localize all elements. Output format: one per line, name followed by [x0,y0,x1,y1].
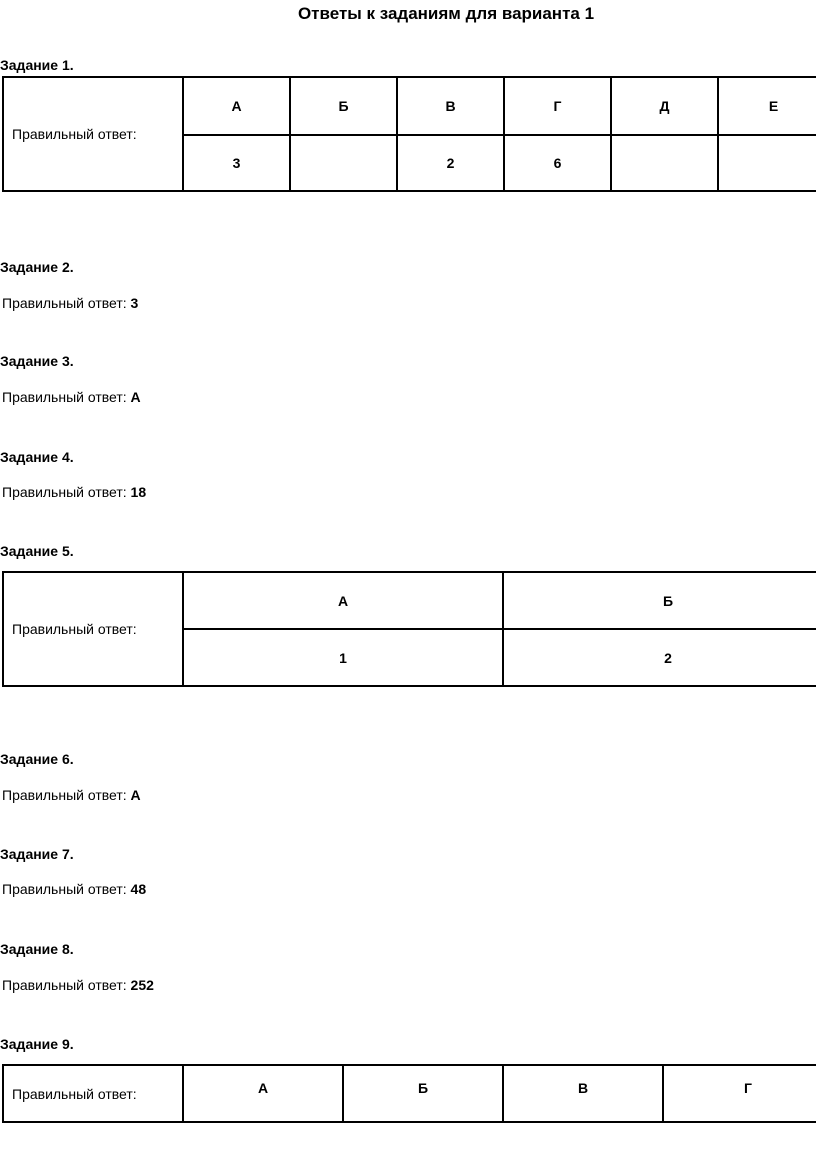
table-header-cell: А [183,1065,343,1122]
table-answer-cell [611,135,718,191]
task-1-heading: Задание 1. [0,57,74,73]
table-answer-cell [718,135,816,191]
answer-label: Правильный ответ: [2,977,131,993]
task-2-heading: Задание 2. [0,259,74,275]
table-answer-cell: 1 [183,629,503,686]
task-2-answer [2,294,138,312]
task-7-answer [2,880,146,898]
task-7-heading: Задание 7. [0,846,74,862]
task-4-heading: Задание 4. [0,449,74,465]
task-9-heading: Задание 9. [0,1036,74,1052]
answer-value: 48 [130,881,147,897]
answer-value: 3 [130,295,139,311]
table-header-cell: В [503,1065,663,1122]
task-1-answer-table [2,76,816,192]
task-5-answer-table [2,571,816,687]
task-3-heading: Задание 3. [0,353,74,369]
table-header-cell: Б [343,1065,503,1122]
answer-label: Правильный ответ: [2,484,131,500]
task-3-answer [2,388,141,406]
table-answer-cell: 2 [503,629,816,686]
table-header-cell: А [183,572,503,629]
table-header-cell: В [397,77,504,135]
table-header-cell: Д [611,77,718,135]
page-title: Ответы к заданиям для варианта 1 [297,4,595,23]
task-6-heading: Задание 6. [0,751,74,767]
task-8-answer [2,976,154,994]
answer-label: Правильный ответ: [3,1065,183,1122]
table-header-cell: Б [290,77,397,135]
table-answer-cell [290,135,397,191]
table-answer-cell: 6 [504,135,611,191]
task-6-answer [2,786,141,804]
table-header-cell: А [183,77,290,135]
answer-label: Правильный ответ: [2,787,131,803]
table-answer-cell: 3 [183,135,290,191]
answer-label: Правильный ответ: [3,572,183,686]
task-5-heading: Задание 5. [0,543,74,559]
answer-value: 18 [130,484,147,500]
answer-label: Правильный ответ: [3,77,183,191]
task-4-answer [2,483,146,501]
task-8-heading: Задание 8. [0,941,74,957]
table-header-cell: Г [504,77,611,135]
answer-label: Правильный ответ: [2,389,131,405]
table-header-cell: Б [503,572,816,629]
answer-value: 252 [130,977,154,993]
table-answer-cell: 2 [397,135,504,191]
answer-value: А [130,389,141,405]
table-header-cell: Г [663,1065,816,1122]
answer-label: Правильный ответ: [2,881,131,897]
answer-label: Правильный ответ: [2,295,131,311]
answer-value: А [130,787,141,803]
table-header-cell: Е [718,77,816,135]
task-9-answer-table [2,1064,816,1123]
